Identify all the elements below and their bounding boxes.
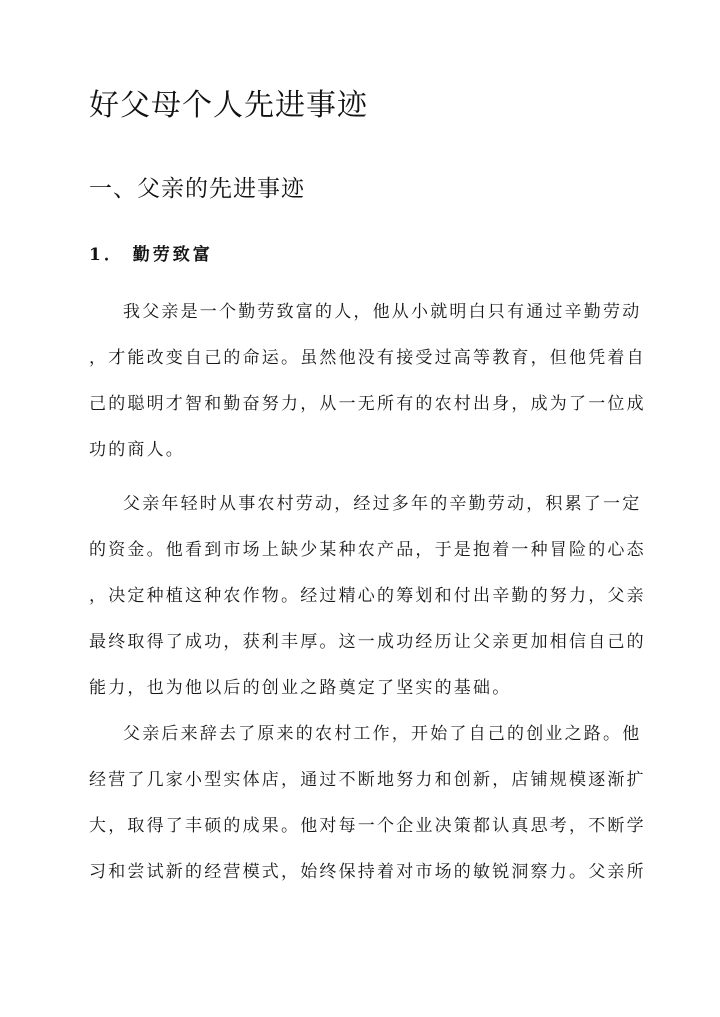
paragraph-2 — [89, 481, 649, 711]
page-title: 好父母个人先进事迹 — [89, 88, 368, 123]
paragraph-line: ，决定种植这种农作物。经过精心的筹划和付出辛勤的努力，父亲 — [89, 586, 646, 606]
paragraph-line: 的资金。他看到市场上缺少某种农产品，于是抱着一种冒险的心态 — [89, 540, 646, 560]
paragraph-line: 父亲后来辞去了原来的农村工作，开始了自己的创业之路。他 — [123, 724, 642, 744]
paragraph-line: 能力，也为他以后的创业之路奠定了坚实的基础。 — [89, 678, 512, 698]
paragraph-line: ，才能改变自己的命运。虽然他没有接受过高等教育，但他凭着自 — [89, 348, 646, 368]
subsection-heading: 1． 勤劳致富 — [89, 245, 213, 265]
paragraph-line: 大，取得了丰硕的成果。他对每一个企业决策都认真思考，不断学 — [89, 816, 646, 836]
paragraph-1 — [89, 289, 649, 473]
paragraph-line: 功的商人。 — [89, 440, 185, 460]
paragraph-line: 习和尝试新的经营模式，始终保持着对市场的敏锐洞察力。父亲所 — [89, 862, 646, 882]
paragraph-line: 己的聪明才智和勤奋努力，从一无所有的农村出身，成为了一位成 — [89, 394, 646, 414]
paragraph-line: 我父亲是一个勤劳致富的人，他从小就明白只有通过辛勤劳动 — [123, 302, 642, 322]
paragraph-line: 最终取得了成功，获利丰厚。这一成功经历让父亲更加相信自己的 — [89, 632, 646, 652]
paragraph-3 — [89, 711, 649, 895]
paragraph-line: 父亲年轻时从事农村劳动，经过多年的辛勤劳动，积累了一定 — [123, 494, 642, 514]
section-heading: 一、父亲的先进事迹 — [89, 176, 305, 202]
paragraph-line: 经营了几家小型实体店，通过不断地努力和创新，店铺规模逐渐扩 — [89, 770, 646, 790]
